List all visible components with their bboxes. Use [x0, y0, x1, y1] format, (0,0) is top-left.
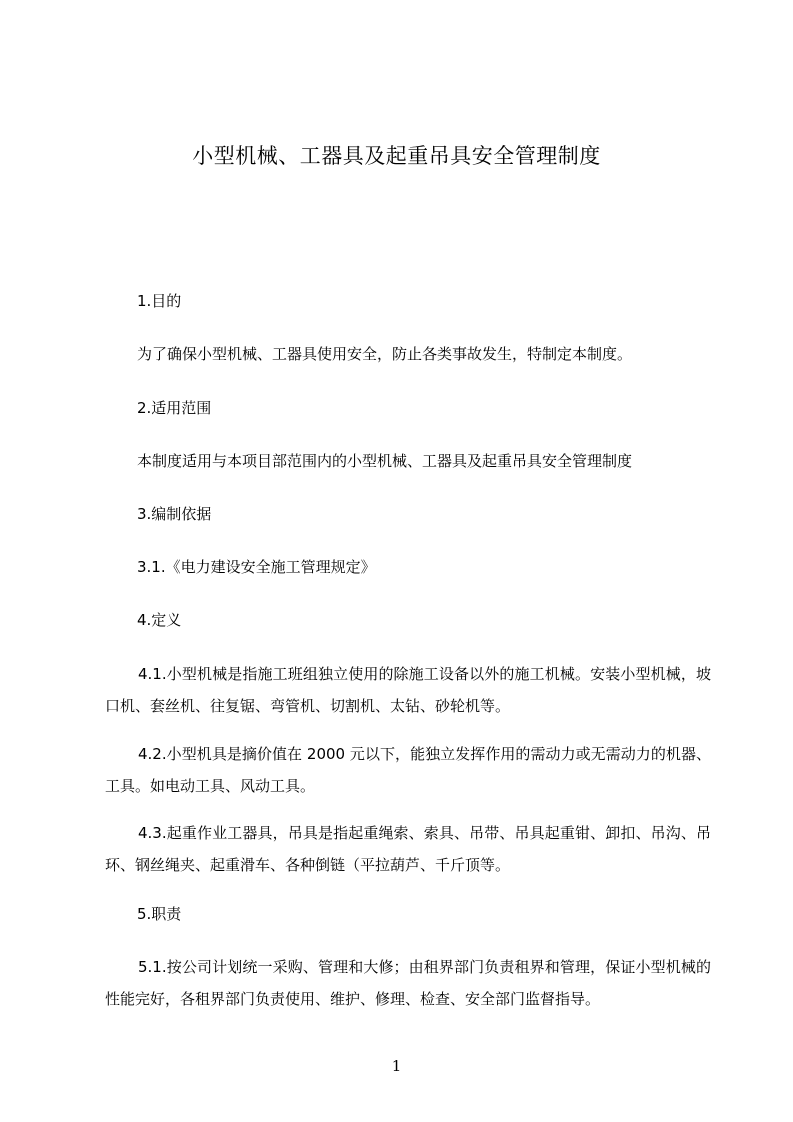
- definition-4-1-paragraph: 4.1.小型机械是指施工班组独立使用的除施工设备以外的施工机械。安装小型机械，坡口机、套丝机、往复锯、弯管机、切割机、太钻、砂轮机等。: [105, 665, 711, 715]
- basis-item: 3.1.《电力建设安全施工管理规定》: [137, 558, 376, 576]
- section-heading-definition: 4.定义: [137, 611, 182, 629]
- document-title: 小型机械、工器具及起重吊具安全管理制度: [192, 144, 601, 168]
- section-heading-scope: 2.适用范围: [137, 399, 212, 417]
- definition-4-3-paragraph: 4.3.起重作业工器具，吊具是指起重绳索、索具、吊带、吊具起重钳、卸扣、吊沟、吊环、钢丝绳夹、起重滑车、各种倒链（平拉葫芦、千斤顶等。: [105, 824, 711, 874]
- section-heading-duty: 5.职责: [137, 905, 182, 923]
- section-heading-purpose: 1.目的: [137, 292, 182, 310]
- purpose-paragraph: 为了确保小型机械、工器具使用安全，防止各类事故发生，特制定本制度。: [137, 345, 633, 363]
- scope-paragraph: 本制度适用与本项目部范围内的小型机械、工器具及起重吊具安全管理制度: [137, 452, 633, 470]
- page-number: 1: [391, 1057, 402, 1075]
- duty-5-1-paragraph: 5.1.按公司计划统一采购、管理和大修；由租界部门负责租界和管理，保证小型机械的性能完好，各租界部门负责使用、维护、修理、检查、安全部门监督指导。: [105, 958, 711, 1008]
- definition-4-2-paragraph: 4.2.小型机具是摘价值在 2000 元以下，能独立发挥作用的需动力或无需动力的机器、工具。如电动工具、风动工具。: [105, 745, 711, 795]
- section-heading-basis: 3.编制依据: [137, 505, 212, 523]
